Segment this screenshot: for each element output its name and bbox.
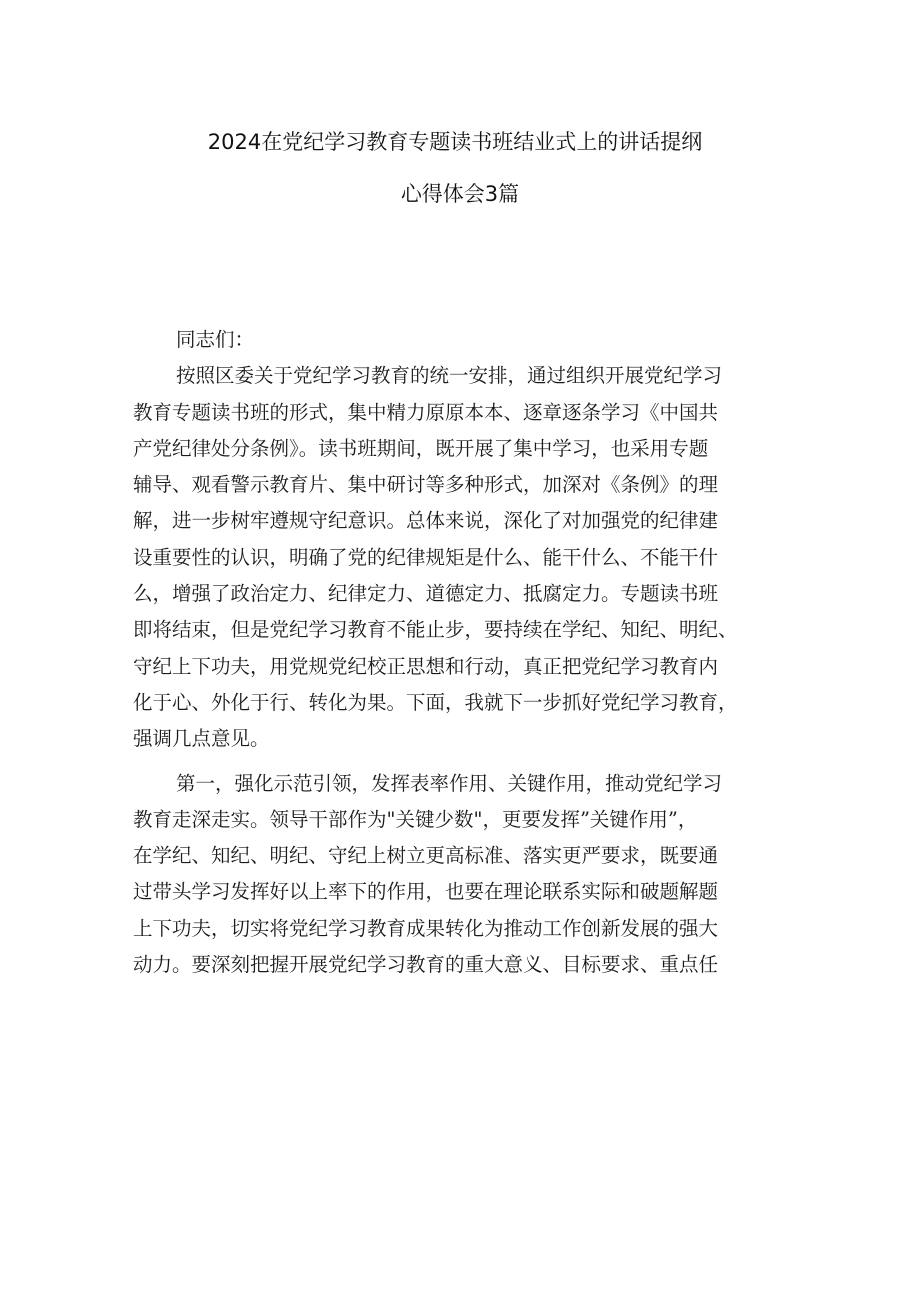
document-body bbox=[133, 322, 795, 983]
paragraph-2-line: 动力。要深刻把握开展党纪学习教育的重大意义、目标要求、重点任 bbox=[133, 953, 719, 977]
paragraph-1-line: 强调几点意见。 bbox=[133, 727, 270, 751]
paragraph-1-line: 教育专题读书班的形式，集中精力原原本本、逐章逐条学习《中国共 bbox=[133, 400, 719, 424]
document-title bbox=[0, 124, 920, 228]
paragraph-1-line: 守纪上下功夫，用党规党纪校正思想和行动，真正把党纪学习教育内 bbox=[133, 654, 719, 678]
paragraph-2-line: 过带头学习发挥好以上率下的作用，也要在理论联系实际和破题解题 bbox=[133, 880, 719, 904]
paragraph-1-line: 辅导、观看警示教育片、集中研讨等多种形式，加深对《条例》的理 bbox=[133, 473, 719, 497]
title-line-1: 2024在党纪学习教育专题读书班结业式上的讲话提纲 bbox=[207, 130, 703, 154]
title-line-2: 心得体会3篇 bbox=[400, 182, 520, 206]
paragraph-2-line: 上下功夫，切实将党纪学习教育成果转化为推动工作创新发展的强大 bbox=[133, 916, 719, 940]
paragraph-2-line: 在学纪、知纪、明纪、守纪上树立更高标准、落实更严要求，既要通 bbox=[133, 844, 719, 868]
paragraph-1-line: 产党纪律处分条例》。读书班期间，既开展了集中学习，也采用专题 bbox=[133, 436, 709, 460]
paragraph-spacer bbox=[133, 758, 795, 766]
paragraph-1-line: 设重要性的认识，明确了党的纪律规矩是什么、能干什么、不能干什 bbox=[133, 545, 719, 569]
paragraph-1-line: 即将结束，但是党纪学习教育不能止步，要持续在学纪、知纪、明纪、 bbox=[133, 618, 738, 642]
salutation: 同志们： bbox=[176, 328, 255, 351]
paragraph-2-line: 第一，强化示范引领，发挥表率作用、关键作用，推动党纪学习 bbox=[176, 771, 723, 795]
paragraph-2 bbox=[133, 766, 795, 984]
paragraph-2-line: 教育走深走实。领导干部作为"关键少数"，更要发挥”关键作用”， bbox=[133, 807, 698, 831]
paragraph-1-line: 化于心、外化于行、转化为果。下面，我就下一步抓好党纪学习教育， bbox=[133, 690, 738, 714]
paragraph-1-line: 按照区委关于党纪学习教育的统一安排，通过组织开展党纪学习 bbox=[176, 364, 723, 388]
paragraph-1-line: 么，增强了政治定力、纪律定力、道德定力、抵腐定力。专题读书班 bbox=[133, 582, 719, 606]
paragraph-1 bbox=[133, 358, 795, 757]
paragraph-1-line: 解，进一步树牢遵规守纪意识。总体来说，深化了对加强党的纪律建 bbox=[133, 509, 719, 533]
